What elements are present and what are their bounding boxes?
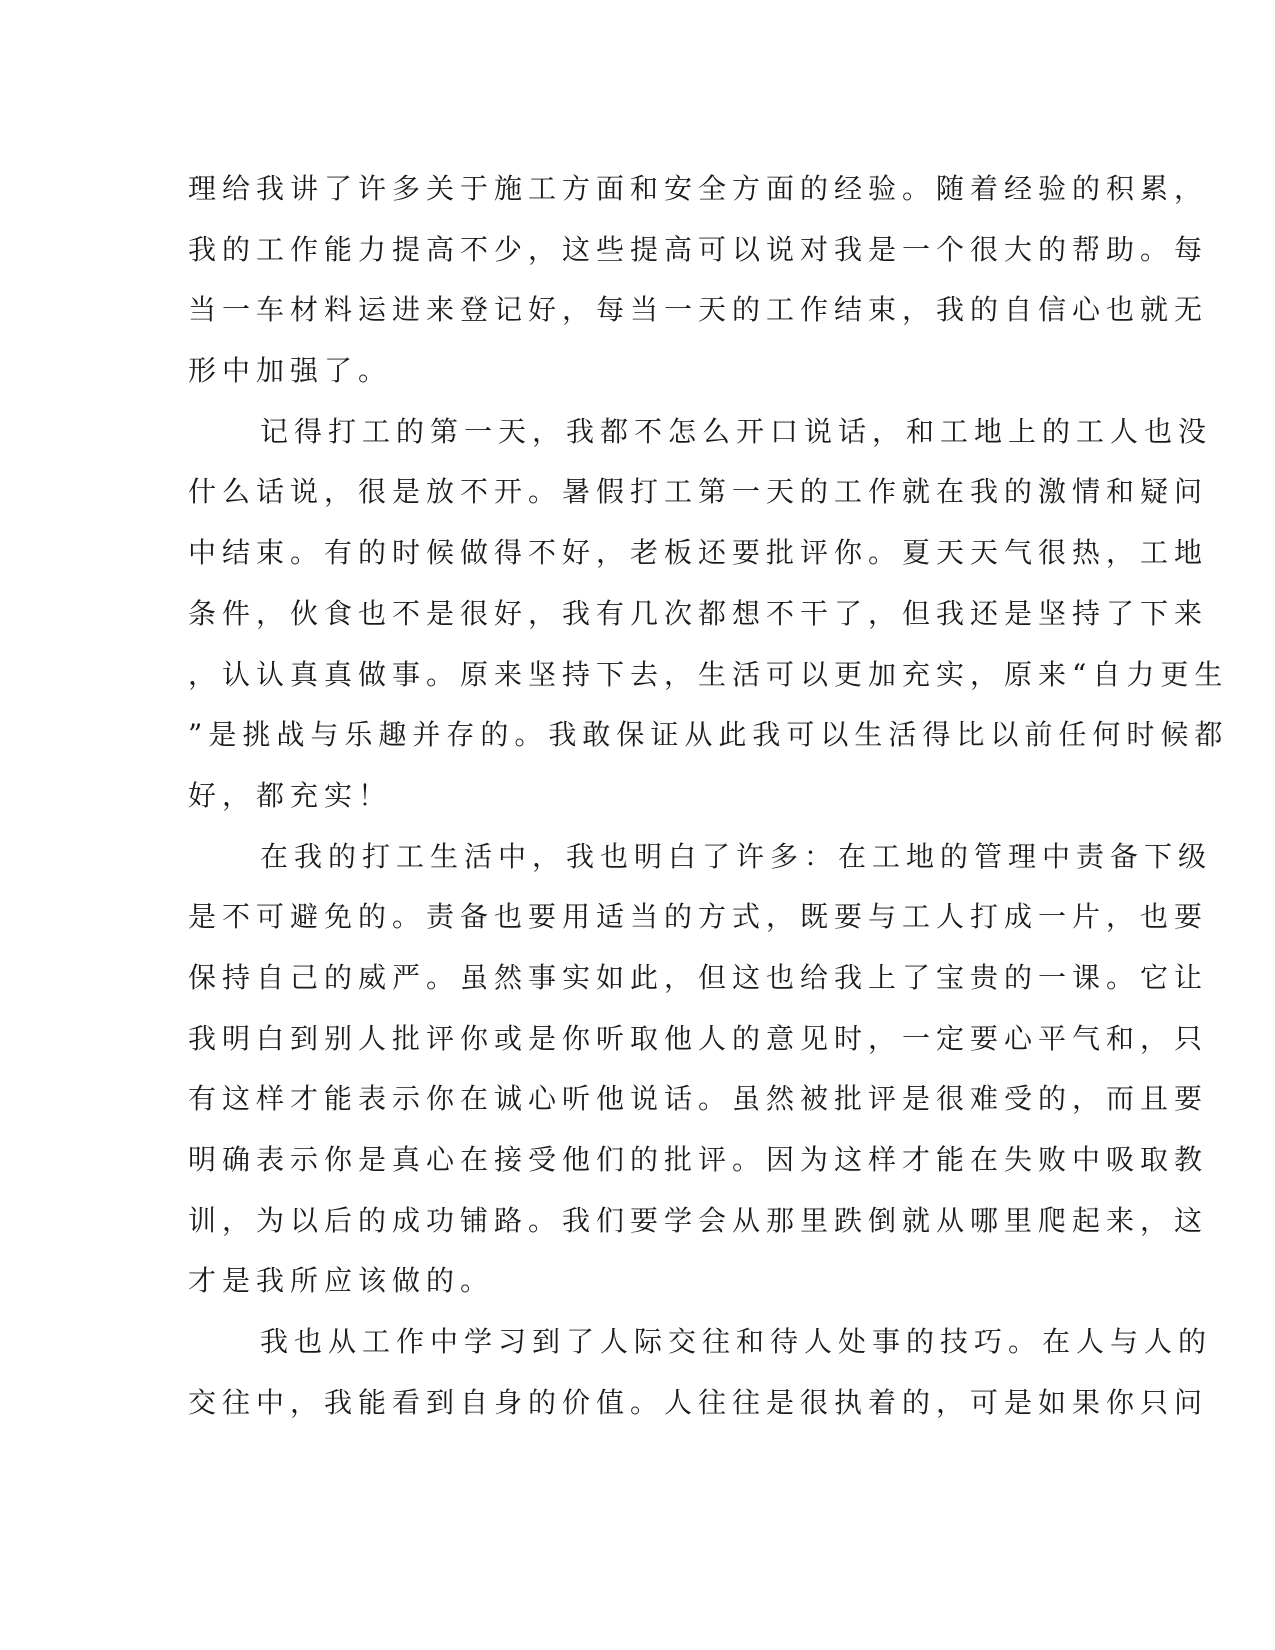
text-line: 交往中，我能看到自身的价值。人往往是很执着的，可是如果你只问 [188,1385,1209,1419]
text-line: 理给我讲了许多关于施工方面和安全方面的经验。随着经验的积累， [188,172,1209,205]
text-line: 有这样才能表示你在诚心听他说话。虽然被批评是很难受的，而且要 [188,1082,1209,1116]
text-line: ，认认真真做事。原来坚持下去，生活可以更加充实，原来“自力更生 [188,657,1229,691]
document-body [188,159,1229,1433]
text-line: 明确表示你是真心在接受他们的批评。因为这样才能在失败中吸取教 [188,1143,1209,1176]
text-line: 中结束。有的时候做得不好，老板还要批评你。夏天天气很热，工地 [188,536,1209,570]
paragraph-first-line: 在我的打工生活中，我也明白了许多：在工地的管理中责备下级 [260,839,1213,873]
text-line: 我明白到别人批评你或是你听取他人的意见时，一定要心平气和，只 [188,1021,1209,1055]
text-line: 条件，伙食也不是很好，我有几次都想不干了，但我还是坚持了下来 [188,596,1209,630]
text-line: 当一车材料运进来登记好，每当一天的工作结束，我的自信心也就无 [188,293,1209,327]
text-line: ”是挑战与乐趣并存的。我敢保证从此我可以生活得比以前任何时候都 [188,718,1229,752]
text-line: 保持自己的威严。虽然事实如此，但这也给我上了宝贵的一课。它让 [188,960,1209,994]
text-line: 我的工作能力提高不少，这些提高可以说对我是一个很大的帮助。每 [188,232,1209,266]
text-line: 什么话说，很是放不开。暑假打工第一天的工作就在我的激情和疑问 [188,475,1209,509]
text-line: 形中加强了。 [188,354,393,388]
text-line: 训，为以后的成功铺路。我们要学会从那里跌倒就从哪里爬起来，这 [188,1203,1209,1237]
paragraph-first-line: 我也从工作中学习到了人际交往和待人处事的技巧。在人与人的 [260,1325,1213,1359]
paragraph-first-line: 记得打工的第一天，我都不怎么开口说话，和工地上的工人也没 [260,414,1213,448]
text-line: 才是我所应该做的。 [188,1264,495,1298]
text-line: 是不可避免的。责备也要用适当的方式，既要与工人打成一片，也要 [188,900,1209,934]
text-line: 好，都充实！ [188,778,393,812]
